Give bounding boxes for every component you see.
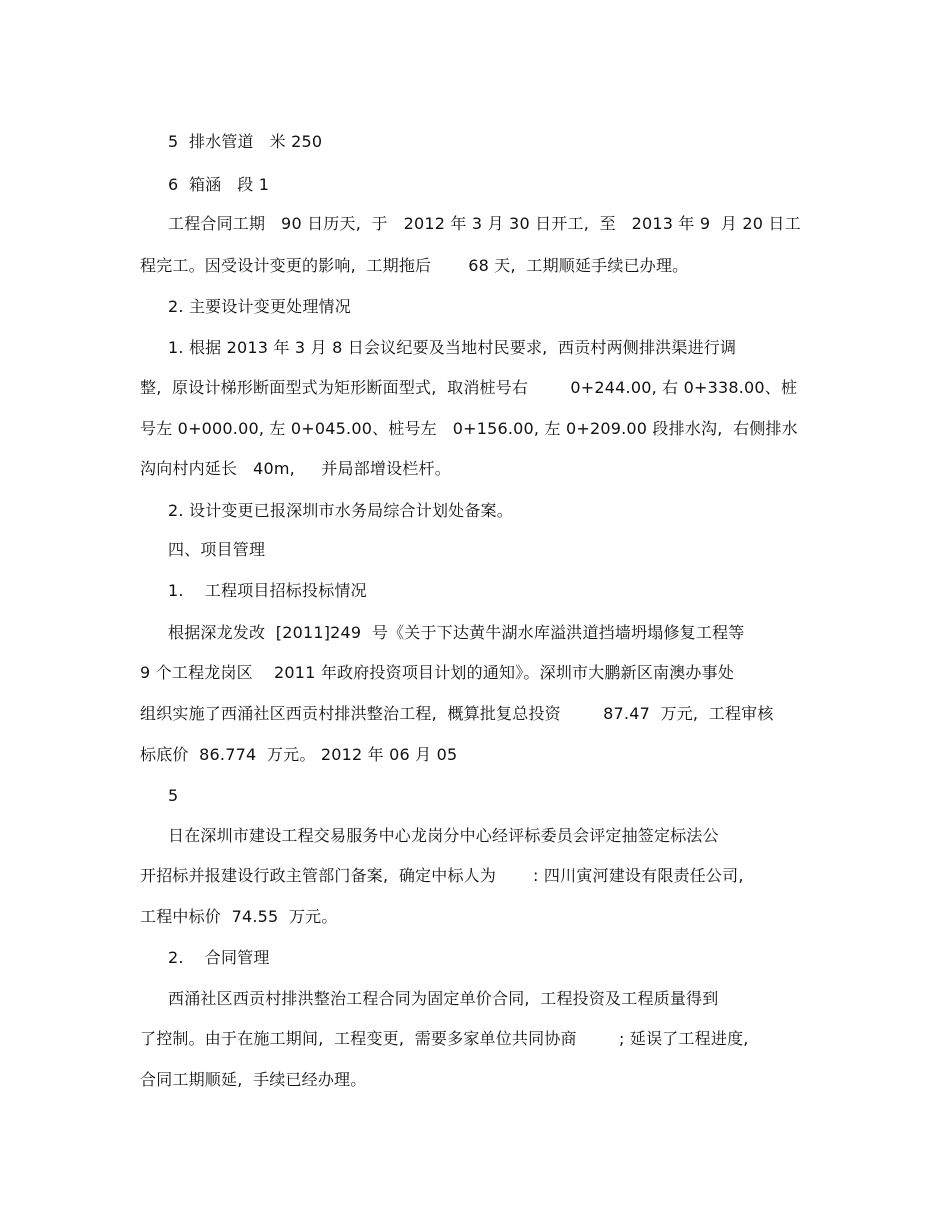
text-line: 日在深圳市建设工程交易服务中心龙岗分中心经评标委员会评定抽签定标法公 [168,826,719,845]
text-line: 合同工期顺延, 手续已经办理。 [140,1070,367,1089]
section-heading: 1. 工程项目招标投标情况 [168,581,367,600]
section-heading: 2. 主要设计变更处理情况 [168,297,351,316]
section-heading: 四、项目管理 [168,540,266,559]
text-line: 2. 设计变更已报深圳市水务局综合计划处备案。 [168,501,513,520]
text-line: 5 排水管道 米 250 [168,132,323,151]
text-line: 沟向村内延长 40m, 并局部增设栏杆。 [140,459,451,478]
text-line: 5 [168,786,179,805]
text-line: 标底价 86.774 万元。 2012 年 06 月 05 [140,745,458,764]
text-line: 9 个工程龙岗区 2011 年政府投资项目计划的通知》。深圳市大鹏新区南澳办事处 [140,663,735,682]
text-line: 工程合同工期 90 日历天, 于 2012 年 3 月 30 日开工, 至 2013 年 9 月 20 日工 [168,214,801,233]
text-line: 程完工。因受设计变更的影响, 工期拖后 68 天, 工期顺延手续已办理。 [140,256,689,275]
text-line: 6 箱涵 段 1 [168,175,270,194]
text-line: 号左 0+000.00, 左 0+045.00、桩号左 0+156.00, 左 0+209.00 段排水沟, 右侧排水 [140,419,798,438]
text-line: 整, 原设计梯形断面型式为矩形断面型式, 取消桩号右 0+244.00, 右 0+338.00、桩 [140,378,798,397]
text-line: 西涌社区西贡村排洪整治工程合同为固定单价合同, 工程投资及工程质量得到 [168,989,719,1008]
text-line: 开招标并报建设行政主管部门备案, 确定中标人为 : 四川寅河建设有限责任公司, [140,866,744,885]
section-heading: 2. 合同管理 [168,948,270,967]
text-line: 了控制。由于在施工期间, 工程变更, 需要多家单位共同协商 ; 延误了工程进度, [140,1029,749,1048]
text-line: 1. 根据 2013 年 3 月 8 日会议纪要及当地村民要求, 西贡村两侧排洪渠进行调 [168,338,737,357]
text-line: 工程中标价 74.55 万元。 [140,907,338,926]
text-line: 组织实施了西涌社区西贡村排洪整治工程, 概算批复总投资 87.47 万元, 工程审核 [140,704,774,723]
text-line: 根据深龙发改 [2011]249 号《关于下达黄牛湖水库溢洪道挡墙坍塌修复工程等 [168,623,745,642]
